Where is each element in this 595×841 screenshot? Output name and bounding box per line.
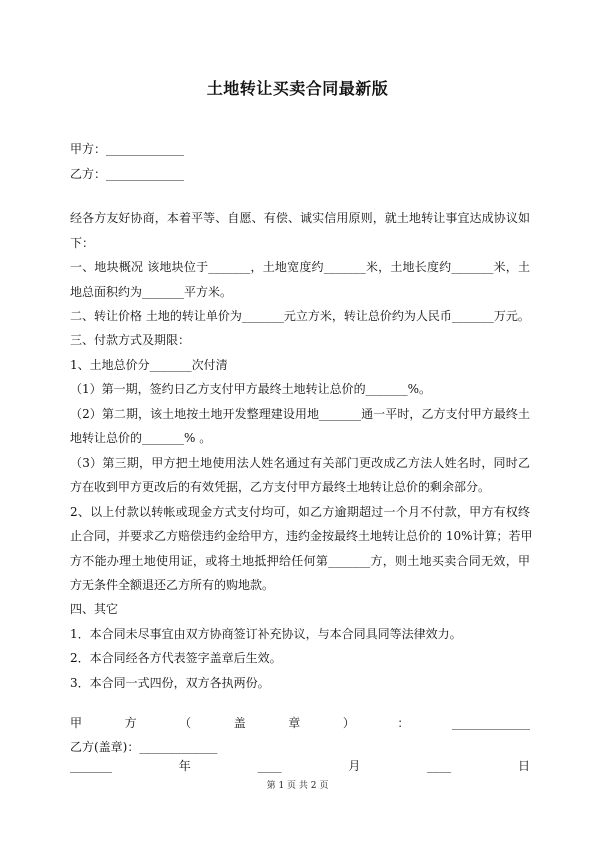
payment-item-2-line: 2、以上付款以转帐或现金方式支付均可，如乙方逾期超过一个月不付款，甲方有权终 [70, 505, 530, 519]
payment-phase-3-line: 方在收到甲方更改后的有效凭据，乙方支付甲方最终土地转让总价的剩余部分。 [70, 480, 491, 494]
party-b-line: 乙方：_____________ [70, 167, 185, 181]
document-title: 土地转让买卖合同最新版 [206, 79, 389, 98]
seal-text: ） [342, 716, 355, 730]
date-line [70, 756, 530, 776]
payment-item-2-line: 方无条件全额退还乙方所有的购地款。 [70, 578, 275, 592]
date-label: 月 [348, 759, 361, 773]
seal-text: 方 [124, 716, 137, 730]
party-b-seal-line: 乙方(盖章)：_____________ [70, 740, 218, 754]
date-label: 日 [517, 759, 530, 773]
seal-text: 章 [288, 716, 301, 730]
payment-phase-1: （1）第一期，签约日乙方支付甲方最终土地转让总价的_______%。 [70, 382, 432, 396]
payment-phase-2-line: 地转让总价的_______% 。 [70, 431, 212, 445]
intro-paragraph-line: 经各方友好协商，本着平等、自愿、有偿、诚实信用原则，就土地转让事宜达成协议如 [70, 211, 530, 225]
section-1-line: 一、地块概况 该地块位于_______，土地宽度约_______米，土地长度约_______米，土 [70, 260, 530, 274]
payment-phase-3-line: （3）第三期，甲方把土地使用法人姓名通过有关部门更改成乙方法人姓名时，同时乙 [70, 456, 530, 470]
section-1-line: 地总面积约为_______平方米。 [70, 285, 233, 299]
section-3-heading: 三、付款方式及期限： [70, 333, 191, 347]
other-clause-2: 2．本合同经各方代表签字盖章后生效。 [70, 651, 282, 665]
date-blank: ____ [427, 759, 452, 773]
date-label: 年 [178, 759, 191, 773]
payment-item-1: 1、土地总价分_______次付清 [70, 358, 228, 372]
seal-text: 盖 [233, 716, 246, 730]
intro-paragraph-line: 下： [70, 236, 95, 250]
payment-item-2-line: 止合同，并要求乙方赔偿违约金给甲方，违约金按最终土地转让总价的 10%计算；若甲 [70, 529, 533, 543]
section-2-line: 二、转让价格 土地的转让单价为_______元立方米，转让总价约为人民币_______万元。 [70, 309, 530, 323]
other-clause-1: 1．本合同未尽事宜由双方协商签订补充协议，与本合同具同等法律效力。 [70, 627, 462, 641]
seal-signature-blank: _____________ [451, 716, 530, 730]
page-number-footer: 第 1 页 共 2 页 [266, 781, 329, 791]
section-4-heading: 四、其它 [70, 602, 119, 616]
payment-item-2-line: 方不能办理土地使用证，或将土地抵押给任何第_______方，则土地买卖合同无效，甲 [70, 554, 530, 568]
payment-phase-2-line: （2）第二期，该土地按土地开发整理建设用地_______通一平时，乙方支付甲方最终土 [70, 407, 530, 421]
date-blank: _______ [70, 759, 112, 773]
seal-text: ： [397, 716, 410, 730]
other-clause-3: 3．本合同一式四份，双方各执两份。 [70, 676, 270, 690]
seal-text: 甲 [70, 716, 83, 730]
party-a-seal-line [70, 713, 530, 733]
seal-text: （ [179, 716, 192, 730]
date-blank: ____ [257, 759, 282, 773]
party-a-line: 甲方：_____________ [70, 142, 185, 156]
